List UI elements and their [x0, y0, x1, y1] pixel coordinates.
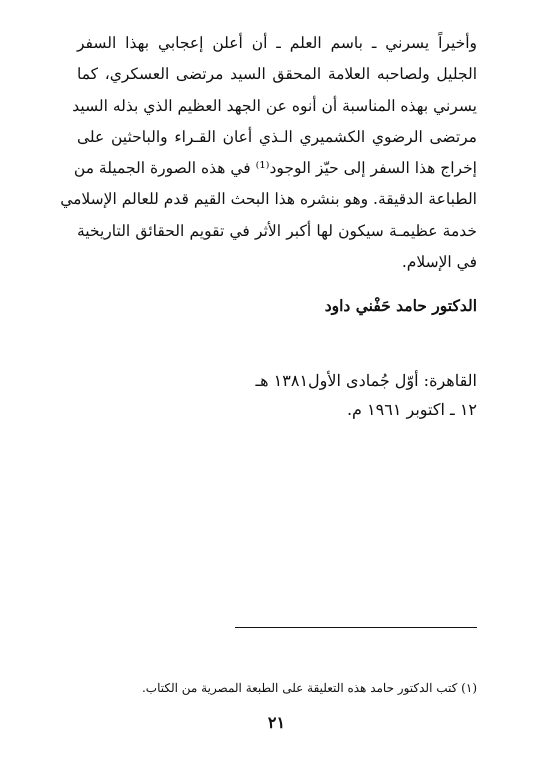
footnote-divider [235, 627, 477, 628]
body-line: الجليل ولصاحبه العلامة المحقق السيد مرتضى العسكري، كما [77, 65, 477, 84]
dateline-gregorian: ١٢ ـ اكتوبر ١٩٦١ م. [346, 400, 477, 419]
body-line: في الإسلام. [401, 253, 477, 272]
body-line: إخراج هذا السفر إلى حيّز الوجود⁽¹⁾ في هذه الصورة الجميلة من [73, 159, 477, 178]
page-number: ٢١ [267, 713, 286, 732]
author-signature: الدكتور حامد حَفْني داود [324, 296, 477, 315]
body-paragraph [60, 28, 477, 278]
body-line: خدمة عظيمـة سيكون لها أكبر الأثر في تقويم الحقائق التاريخية [77, 221, 477, 240]
dateline-hijri: القاهرة: أوّل جُمادى الأول١٣٨١ هـ [255, 371, 477, 390]
dateline [255, 366, 477, 424]
body-line: مرتضى الرضوي الكشميري الـذي أعان القـراء والباحثين على [77, 127, 477, 146]
body-line: الطباعة الدقيقة. وهو بنشره هذا البحث القيم قدم للعالم الإسلامي [60, 190, 477, 209]
footnote: (١) كتب الدكتور حامد هذه التعليقة على الطبعة المصرية من الكتاب. [141, 681, 477, 695]
body-line: يسرني بهذه المناسبة أن أنوه عن الجهد العظيم الذي بذله السيد [72, 96, 477, 115]
body-line: وأخيراً يسرني ـ باسم العلم ـ أن أعلن إعجابي بهذا السفر [77, 34, 477, 52]
